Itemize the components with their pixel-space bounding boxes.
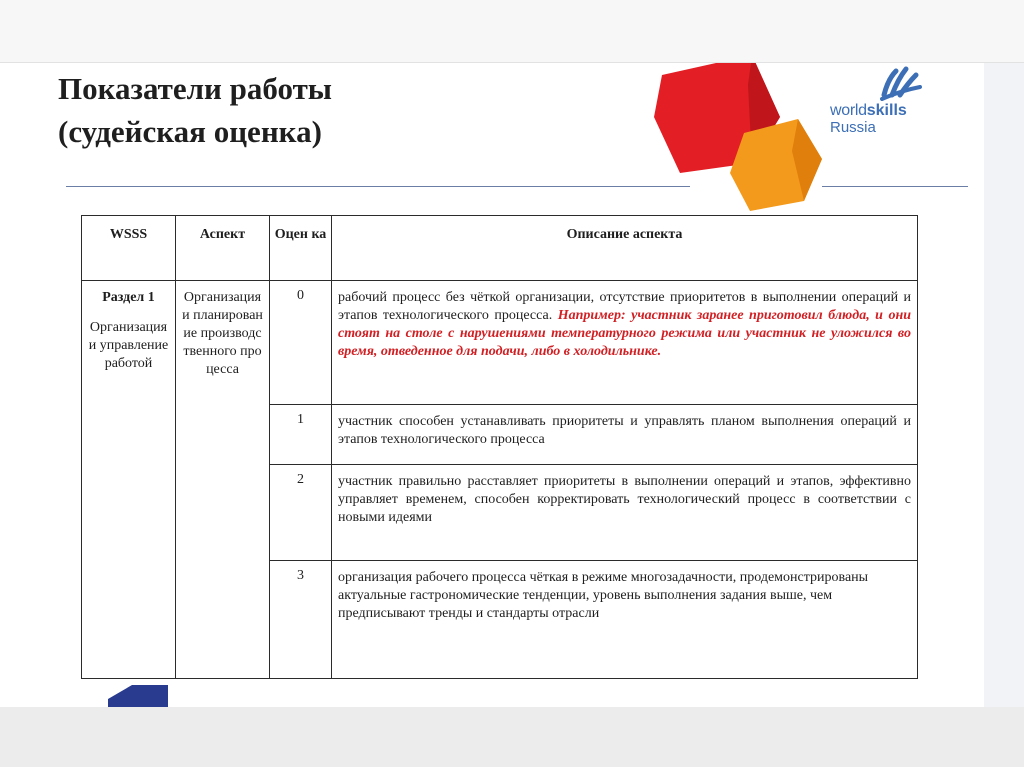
description-text: организация рабочего процесса чёткая в режиме многозадачности, продемонстрированы актуальные гастрономические тенденции, уровень выполнения задания выше, чем предписывают тренды и стандарты отрасли	[338, 570, 869, 621]
aspect-name: Организация и планирование производственного процесса	[182, 290, 263, 377]
description-cell	[332, 281, 918, 405]
description-main: рабочий процесс без чёткой организации, отсутствие приоритетов в выполнении операций и этапов технологического процесса.	[338, 290, 911, 323]
description-example: Например: участник заранее приготовил блюда, и они стоят на столе с нарушениями температурного режима или участник не уложился во время, отведенное для подачи, либо в холодильнике.	[338, 308, 911, 359]
score-cell	[270, 405, 332, 465]
slide-title-line-1: Показатели работы	[58, 71, 333, 106]
table-header-row	[82, 216, 918, 281]
presentation-slide	[0, 63, 984, 707]
description-cell	[332, 465, 918, 561]
logo-word-skills: skills	[866, 102, 907, 119]
criteria-table	[81, 215, 918, 679]
slide-title-line-2: (судейская оценка)	[58, 114, 322, 149]
worldskills-logo-text	[830, 103, 907, 136]
score-value: 2	[297, 472, 304, 487]
table-row	[82, 281, 918, 405]
section-name: Организация и управление работой	[88, 320, 169, 371]
viewer-right-margin	[984, 63, 1024, 707]
viewer-bottom-area	[0, 707, 1024, 767]
decorative-cubes	[652, 63, 832, 215]
description-text	[332, 281, 917, 361]
header-description: Описание аспекта	[332, 216, 918, 281]
score-cell	[270, 281, 332, 405]
score-cell	[270, 465, 332, 561]
logo-word-russia: Russia	[830, 119, 876, 136]
slide-title	[58, 67, 332, 153]
description-text: участник правильно расставляет приоритеты в выполнении операций и этапов, эффективно управляет временем, способен корректировать технологический процесс в соответствии с новыми идеями	[338, 474, 911, 525]
description-text: участник способен устанавливать приоритеты и управлять планом выполнения операций и этапов технологического процесса	[338, 414, 911, 447]
score-cell	[270, 561, 332, 679]
viewer-top-bar	[0, 0, 1024, 63]
header-wsss: WSSS	[82, 216, 176, 281]
divider-right	[822, 186, 968, 187]
divider-left	[66, 186, 690, 187]
header-aspect: Аспект	[176, 216, 270, 281]
description-cell	[332, 405, 918, 465]
hand-mark-icon	[878, 65, 922, 101]
worldskills-logo	[828, 65, 938, 145]
logo-word-world: world	[830, 102, 867, 119]
description-cell	[332, 561, 918, 679]
score-value: 1	[297, 412, 304, 427]
section-cell	[82, 281, 176, 679]
header-score: Оцен ка	[270, 216, 332, 281]
score-value: 0	[297, 288, 304, 303]
section-title: Раздел 1	[102, 290, 155, 305]
score-value: 3	[297, 568, 304, 583]
page-number-badge	[108, 685, 168, 707]
aspect-cell	[176, 281, 270, 679]
